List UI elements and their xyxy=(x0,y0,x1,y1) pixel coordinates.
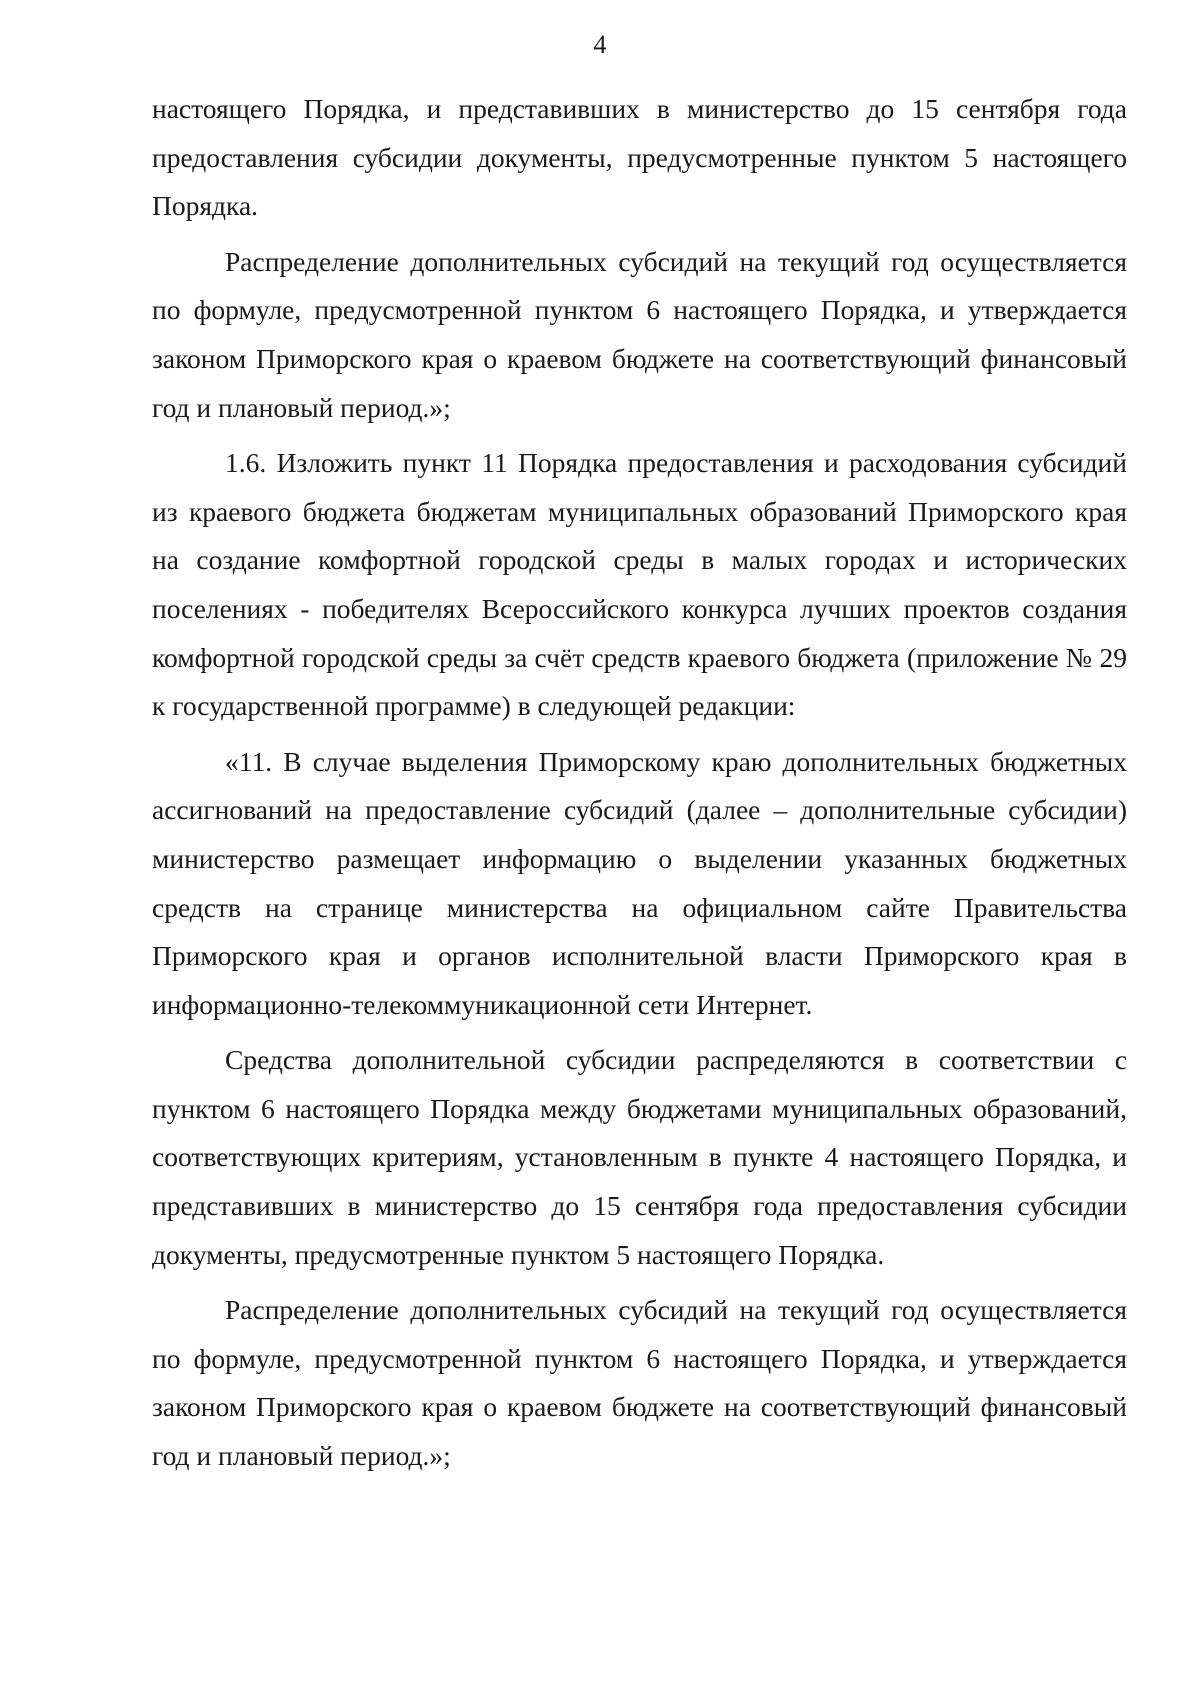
paragraph-distribution-final: Распределение дополнительных субсидий на текущий год осуществляется по формуле, предусмотренной пунктом 6 настоящего Порядка, и утверждается законом Приморского края о краевом бюджете на соответствующий финансовый год и плановый период.»; xyxy=(152,1294,1127,1472)
paragraph-distribution: Распределение дополнительных субсидий на текущий год осуществляется по формуле, предусмотренной пунктом 6 настоящего Порядка, и утверждается законом Приморского края о краевом бюджете на соответствующий финансовый год и плановый период.»; xyxy=(152,245,1127,423)
document-body xyxy=(152,85,1127,1481)
paragraph-item-11: «11. В случае выделения Приморскому краю дополнительных бюджетных ассигнований на предоставление субсидий (далее – дополнительные субсидии) министерство размещает информацию о выделении указанных бюджетных средств на странице министерства на официальном сайте Правительства Приморского края и органов исполнительной власти Приморского края в информационно-телекоммуникационной сети Интернет. xyxy=(152,745,1127,1020)
paragraph-amendment-1-6: 1.6. Изложить пункт 11 Порядка предоставления и расходования субсидий из краевого бюджета бюджетам муниципальных образований Приморского края на создание комфортной городской среды в малых городах и исторических поселениях - победителях Всероссийского конкурса лучших проектов создания комфортной городской среды за счёт средств краевого бюджета (приложение № 29 к государственной программе) в следующей редакции: xyxy=(152,447,1127,722)
paragraph-continuation: настоящего Порядка, и представивших в министерство до 15 сентября года предоставления субсидии документы, предусмотренные пунктом 5 настоящего Порядка. xyxy=(152,93,1127,222)
page-number: 4 xyxy=(593,30,607,59)
paragraph-subsidy-funds: Средства дополнительной субсидии распределяются в соответствии с пунктом 6 настоящего Порядка между бюджетами муниципальных образований, соответствующих критериям, установленным в пункте 4 настоящего Порядка, и представивших в министерство до 15 сентября года предоставления субсидии документы, предусмотренные пунктом 5 настоящего Порядка. xyxy=(152,1044,1127,1270)
